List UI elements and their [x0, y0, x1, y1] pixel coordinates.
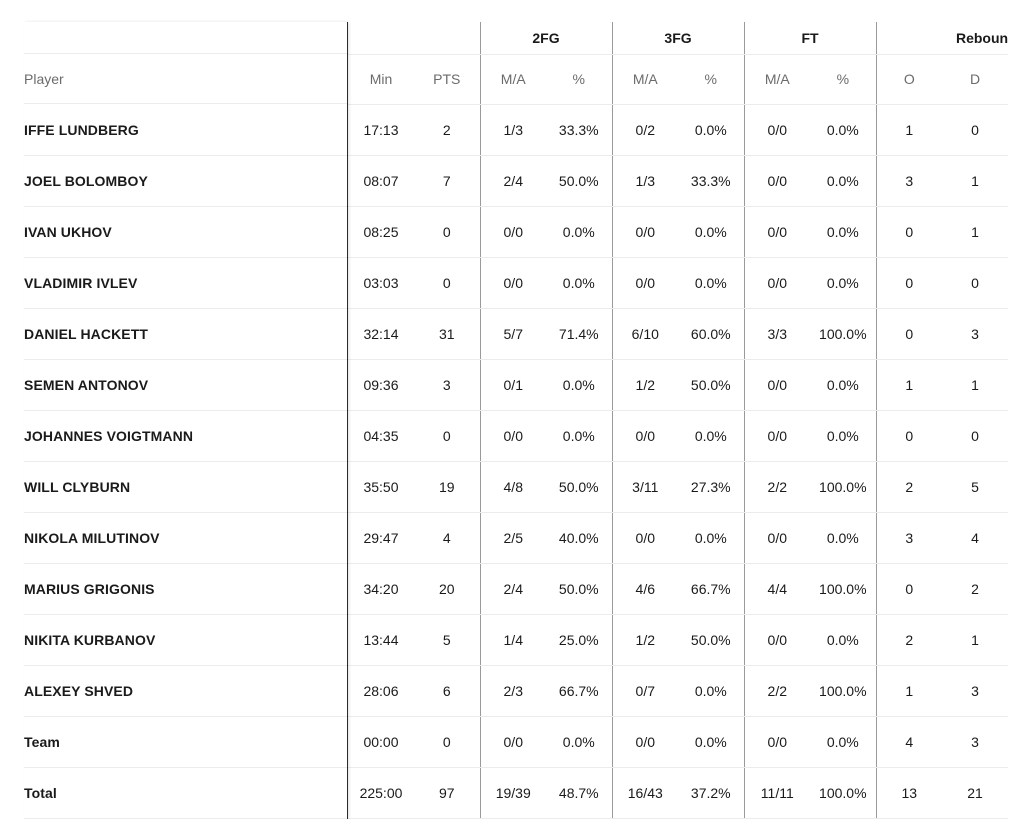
table-row	[348, 767, 1008, 818]
stat-cell-ft-percentage: 100.0%	[810, 461, 876, 512]
stats-table	[348, 22, 1008, 819]
group-header-rebounds[interactable]: Reboun	[876, 22, 1008, 54]
stat-cell-2fg-percentage: 0.0%	[546, 206, 612, 257]
stat-cell-pts: 4	[414, 512, 480, 563]
player-row	[24, 717, 347, 768]
player-name-link[interactable]: DANIEL HACKETT	[24, 326, 149, 342]
stat-cell-min: 13:44	[348, 614, 414, 665]
stat-cell-3fg-percentage: 33.3%	[678, 155, 744, 206]
stat-cell-2fg-percentage: 0.0%	[546, 410, 612, 461]
stat-cell-ft-percentage: 100.0%	[810, 308, 876, 359]
stat-cell-3fg-percentage: 0.0%	[678, 512, 744, 563]
stat-cell-pts: 0	[414, 206, 480, 257]
col-header-min[interactable]: Min	[348, 54, 414, 104]
group-header-ft[interactable]: FT	[744, 22, 876, 54]
stat-cell-ft-made-attempted: 0/0	[744, 206, 810, 257]
stat-cell-ft-percentage: 0.0%	[810, 716, 876, 767]
stat-cell-2fg-made-attempted: 1/4	[480, 614, 546, 665]
table-row	[348, 512, 1008, 563]
player-row	[24, 360, 347, 411]
stat-cell-ft-made-attempted: 0/0	[744, 614, 810, 665]
stat-cell-ft-percentage: 0.0%	[810, 104, 876, 155]
player-name-link[interactable]: MARIUS GRIGONIS	[24, 581, 155, 597]
stat-cell-ft-made-attempted: 0/0	[744, 257, 810, 308]
group-header-3fg[interactable]: 3FG	[612, 22, 744, 54]
stat-cell-3fg-made-attempted: 0/2	[612, 104, 678, 155]
stat-cell-3fg-made-attempted: 6/10	[612, 308, 678, 359]
stat-cell-2fg-percentage: 50.0%	[546, 563, 612, 614]
stat-cell-offensive-rebounds: 3	[876, 512, 942, 563]
stat-cell-min: 17:13	[348, 104, 414, 155]
player-name-link[interactable]: WILL CLYBURN	[24, 479, 131, 495]
stat-cell-min: 09:36	[348, 359, 414, 410]
player-row	[24, 309, 347, 360]
table-row	[348, 257, 1008, 308]
stat-cell-pts: 0	[414, 410, 480, 461]
stat-cell-pts: 0	[414, 716, 480, 767]
player-name-link[interactable]: IFFE LUNDBERG	[24, 122, 139, 138]
stat-cell-3fg-percentage: 60.0%	[678, 308, 744, 359]
group-header-row	[348, 22, 1008, 54]
stat-cell-2fg-percentage: 25.0%	[546, 614, 612, 665]
stat-cell-3fg-made-attempted: 1/3	[612, 155, 678, 206]
stat-cell-2fg-percentage: 0.0%	[546, 716, 612, 767]
stat-cell-offensive-rebounds: 2	[876, 461, 942, 512]
stat-cell-2fg-percentage: 0.0%	[546, 359, 612, 410]
player-name-link[interactable]: NIKOLA MILUTINOV	[24, 530, 160, 546]
stat-cell-3fg-percentage: 0.0%	[678, 206, 744, 257]
stat-cell-3fg-percentage: 0.0%	[678, 665, 744, 716]
stat-cell-3fg-made-attempted: 1/2	[612, 359, 678, 410]
stat-cell-ft-percentage: 0.0%	[810, 614, 876, 665]
stat-cell-2fg-made-attempted: 0/1	[480, 359, 546, 410]
stat-cell-3fg-made-attempted: 0/0	[612, 716, 678, 767]
col-header-ft-pct[interactable]: %	[810, 54, 876, 104]
player-name-link[interactable]: IVAN UKHOV	[24, 224, 112, 240]
stat-cell-3fg-made-attempted: 16/43	[612, 767, 678, 818]
stat-cell-defensive-rebounds: 0	[942, 104, 1008, 155]
stat-cell-offensive-rebounds: 13	[876, 767, 942, 818]
player-row	[24, 615, 347, 666]
stat-cell-offensive-rebounds: 0	[876, 563, 942, 614]
player-row	[24, 768, 347, 819]
stat-cell-ft-made-attempted: 3/3	[744, 308, 810, 359]
player-name-link[interactable]: JOEL BOLOMBOY	[24, 173, 148, 189]
player-row	[24, 411, 347, 462]
stat-cell-pts: 6	[414, 665, 480, 716]
table-row	[348, 308, 1008, 359]
stat-cell-defensive-rebounds: 1	[942, 155, 1008, 206]
stat-cell-defensive-rebounds: 2	[942, 563, 1008, 614]
stat-cell-2fg-percentage: 33.3%	[546, 104, 612, 155]
stat-cell-offensive-rebounds: 1	[876, 104, 942, 155]
stat-cell-2fg-made-attempted: 0/0	[480, 410, 546, 461]
stat-cell-defensive-rebounds: 0	[942, 257, 1008, 308]
player-name-link[interactable]: Team	[24, 734, 60, 750]
stat-cell-ft-made-attempted: 2/2	[744, 665, 810, 716]
stat-cell-2fg-made-attempted: 0/0	[480, 257, 546, 308]
stat-cell-ft-made-attempted: 11/11	[744, 767, 810, 818]
stat-cell-2fg-made-attempted: 1/3	[480, 104, 546, 155]
table-row	[348, 665, 1008, 716]
stat-cell-ft-made-attempted: 0/0	[744, 410, 810, 461]
stat-cell-min: 08:25	[348, 206, 414, 257]
player-row	[24, 258, 347, 309]
stat-cell-offensive-rebounds: 0	[876, 257, 942, 308]
stat-cell-min: 03:03	[348, 257, 414, 308]
stat-cell-2fg-made-attempted: 2/4	[480, 563, 546, 614]
stat-cell-pts: 7	[414, 155, 480, 206]
stat-cell-pts: 0	[414, 257, 480, 308]
table-row	[348, 359, 1008, 410]
sub-header-row	[348, 54, 1008, 104]
stat-cell-2fg-percentage: 71.4%	[546, 308, 612, 359]
stat-cell-2fg-percentage: 50.0%	[546, 461, 612, 512]
stat-cell-3fg-percentage: 0.0%	[678, 104, 744, 155]
stat-cell-pts: 19	[414, 461, 480, 512]
table-row	[348, 716, 1008, 767]
group-header-blank	[348, 22, 480, 54]
player-row	[24, 105, 347, 156]
stat-cell-2fg-made-attempted: 19/39	[480, 767, 546, 818]
stat-cell-offensive-rebounds: 0	[876, 206, 942, 257]
stat-cell-3fg-percentage: 66.7%	[678, 563, 744, 614]
stat-cell-defensive-rebounds: 4	[942, 512, 1008, 563]
stat-cell-3fg-made-attempted: 0/0	[612, 512, 678, 563]
stat-cell-pts: 31	[414, 308, 480, 359]
stat-cell-3fg-made-attempted: 0/0	[612, 257, 678, 308]
player-row	[24, 207, 347, 258]
stat-cell-min: 32:14	[348, 308, 414, 359]
stat-cell-min: 28:06	[348, 665, 414, 716]
stat-cell-offensive-rebounds: 2	[876, 614, 942, 665]
stat-cell-3fg-made-attempted: 1/2	[612, 614, 678, 665]
stat-cell-defensive-rebounds: 3	[942, 308, 1008, 359]
stat-cell-defensive-rebounds: 1	[942, 206, 1008, 257]
stat-cell-3fg-made-attempted: 0/0	[612, 206, 678, 257]
stat-cell-ft-made-attempted: 4/4	[744, 563, 810, 614]
stat-cell-ft-made-attempted: 2/2	[744, 461, 810, 512]
table-row	[348, 155, 1008, 206]
stat-cell-2fg-made-attempted: 0/0	[480, 206, 546, 257]
stat-cell-min: 225:00	[348, 767, 414, 818]
stat-cell-2fg-percentage: 48.7%	[546, 767, 612, 818]
stat-cell-min: 04:35	[348, 410, 414, 461]
stat-cell-ft-percentage: 0.0%	[810, 512, 876, 563]
player-row	[24, 462, 347, 513]
player-name-link[interactable]: NIKITA KURBANOV	[24, 632, 156, 648]
stat-cell-3fg-made-attempted: 0/0	[612, 410, 678, 461]
stat-cell-pts: 97	[414, 767, 480, 818]
stat-cell-ft-percentage: 100.0%	[810, 665, 876, 716]
stat-cell-offensive-rebounds: 1	[876, 359, 942, 410]
stat-cell-ft-percentage: 0.0%	[810, 257, 876, 308]
stat-cell-pts: 2	[414, 104, 480, 155]
stat-cell-2fg-percentage: 40.0%	[546, 512, 612, 563]
player-name-link[interactable]: JOHANNES VOIGTMANN	[24, 428, 194, 444]
col-header-2fg-pct[interactable]: %	[546, 54, 612, 104]
table-row	[348, 614, 1008, 665]
stat-cell-defensive-rebounds: 5	[942, 461, 1008, 512]
stat-cell-3fg-percentage: 50.0%	[678, 359, 744, 410]
stat-cell-ft-percentage: 0.0%	[810, 155, 876, 206]
sticky-column-divider	[347, 22, 348, 819]
table-row	[348, 104, 1008, 155]
stat-cell-defensive-rebounds: 3	[942, 665, 1008, 716]
col-header-pts[interactable]: PTS	[414, 54, 480, 104]
stat-cell-2fg-percentage: 50.0%	[546, 155, 612, 206]
player-column-header[interactable]	[24, 54, 347, 104]
player-column	[24, 22, 347, 819]
stat-cell-ft-percentage: 0.0%	[810, 206, 876, 257]
stat-cell-2fg-percentage: 66.7%	[546, 665, 612, 716]
stat-cell-3fg-percentage: 0.0%	[678, 257, 744, 308]
player-row	[24, 564, 347, 615]
stat-cell-offensive-rebounds: 0	[876, 410, 942, 461]
stat-cell-3fg-percentage: 27.3%	[678, 461, 744, 512]
table-row	[348, 206, 1008, 257]
stat-cell-2fg-made-attempted: 0/0	[480, 716, 546, 767]
stat-cell-ft-percentage: 100.0%	[810, 767, 876, 818]
player-row	[24, 666, 347, 717]
col-header-reb-o[interactable]: O	[876, 54, 942, 104]
stat-cell-defensive-rebounds: 0	[942, 410, 1008, 461]
stat-cell-3fg-percentage: 37.2%	[678, 767, 744, 818]
stat-cell-ft-made-attempted: 0/0	[744, 716, 810, 767]
stat-cell-2fg-percentage: 0.0%	[546, 257, 612, 308]
stat-cell-offensive-rebounds: 1	[876, 665, 942, 716]
player-name-link[interactable]: Total	[24, 785, 57, 801]
stat-cell-3fg-percentage: 0.0%	[678, 410, 744, 461]
stat-cell-ft-made-attempted: 0/0	[744, 359, 810, 410]
stat-cell-ft-made-attempted: 0/0	[744, 104, 810, 155]
stat-cell-2fg-made-attempted: 4/8	[480, 461, 546, 512]
stat-cell-2fg-made-attempted: 2/3	[480, 665, 546, 716]
stat-cell-2fg-made-attempted: 5/7	[480, 308, 546, 359]
player-name-link[interactable]: VLADIMIR IVLEV	[24, 275, 138, 291]
stat-cell-offensive-rebounds: 3	[876, 155, 942, 206]
stat-cell-pts: 5	[414, 614, 480, 665]
stat-cell-ft-percentage: 0.0%	[810, 359, 876, 410]
stat-cell-pts: 20	[414, 563, 480, 614]
group-header-2fg[interactable]: 2FG	[480, 22, 612, 54]
stat-cell-3fg-made-attempted: 0/7	[612, 665, 678, 716]
stat-cell-min: 29:47	[348, 512, 414, 563]
stat-cell-defensive-rebounds: 21	[942, 767, 1008, 818]
stat-cell-ft-made-attempted: 0/0	[744, 155, 810, 206]
stat-cell-min: 35:50	[348, 461, 414, 512]
stat-cell-defensive-rebounds: 3	[942, 716, 1008, 767]
stat-cell-pts: 3	[414, 359, 480, 410]
stat-cell-defensive-rebounds: 1	[942, 614, 1008, 665]
stats-body	[348, 104, 1008, 818]
player-row	[24, 156, 347, 207]
stat-cell-ft-made-attempted: 0/0	[744, 512, 810, 563]
stats-scroll-area[interactable]	[348, 22, 1024, 819]
stat-cell-ft-percentage: 0.0%	[810, 410, 876, 461]
table-row	[348, 410, 1008, 461]
stat-cell-offensive-rebounds: 4	[876, 716, 942, 767]
player-name-link[interactable]: SEMEN ANTONOV	[24, 377, 149, 393]
table-row	[348, 563, 1008, 614]
stat-cell-ft-percentage: 100.0%	[810, 563, 876, 614]
stat-cell-defensive-rebounds: 1	[942, 359, 1008, 410]
player-name-link[interactable]: ALEXEY SHVED	[24, 683, 134, 699]
stat-cell-3fg-percentage: 0.0%	[678, 716, 744, 767]
col-header-reb-d[interactable]: D	[942, 54, 1008, 104]
stat-cell-offensive-rebounds: 0	[876, 308, 942, 359]
col-header-ft-ma[interactable]: M/A	[744, 54, 810, 104]
col-header-3fg-ma[interactable]: M/A	[612, 54, 678, 104]
stat-cell-min: 34:20	[348, 563, 414, 614]
player-row	[24, 513, 347, 564]
stat-cell-min: 00:00	[348, 716, 414, 767]
stat-cell-2fg-made-attempted: 2/4	[480, 155, 546, 206]
stat-cell-2fg-made-attempted: 2/5	[480, 512, 546, 563]
table-row	[348, 461, 1008, 512]
stat-cell-3fg-made-attempted: 3/11	[612, 461, 678, 512]
col-header-2fg-ma[interactable]: M/A	[480, 54, 546, 104]
player-header-spacer	[24, 22, 347, 54]
stat-cell-3fg-percentage: 50.0%	[678, 614, 744, 665]
col-header-3fg-pct[interactable]: %	[678, 54, 744, 104]
player-header-label: Player	[24, 70, 64, 87]
stat-cell-3fg-made-attempted: 4/6	[612, 563, 678, 614]
stat-cell-min: 08:07	[348, 155, 414, 206]
